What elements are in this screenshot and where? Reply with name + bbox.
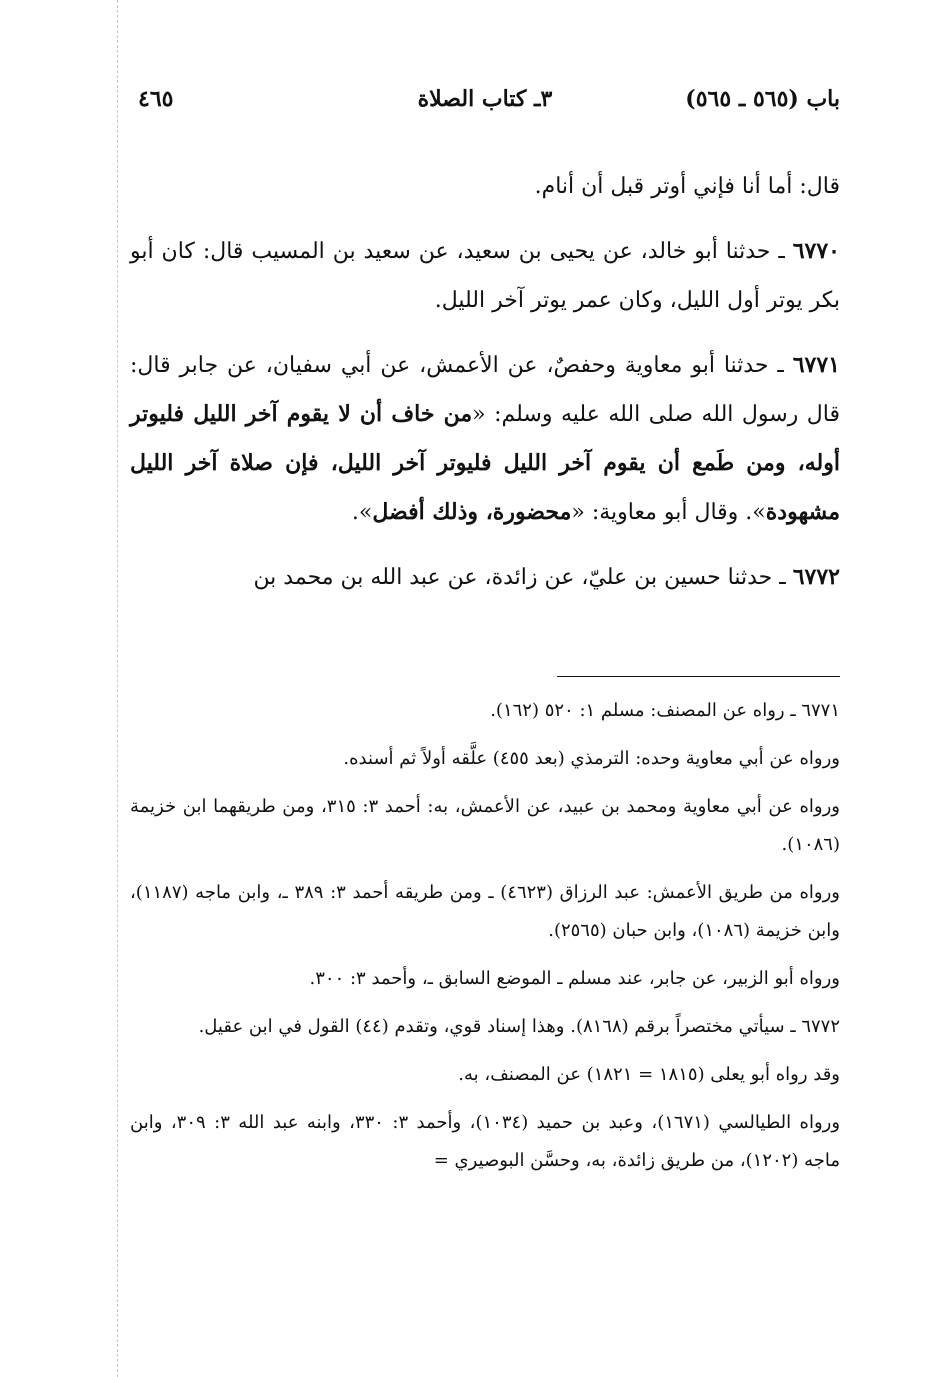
footnote: ورواه من طريق الأعمش: عبد الرزاق (٤٦٢٣) ـ ومن طريقه أحمد ٣: ٣٨٩ ـ، وابن ماجه (١١٨٧)، وابن خزيمة (١٠٨٦)، وابن حبان (٢٥٦٥). (130, 882, 840, 941)
variant-wording: محضورة، وذلك أفضل (372, 499, 572, 525)
book-title: ٣ـ كتاب الصلاة (417, 86, 553, 112)
footnotes (130, 692, 840, 1190)
hadith-6772 (130, 553, 840, 602)
hadith-text: ـ حدثنا أبو خالد، عن يحيى بن سعيد، عن سعيد بن المسيب قال: كان أبو بكر يوتر أول الليل، وكان عمر يوتر آخر الليل. (130, 239, 840, 313)
footnote: ٦٧٧١ ـ رواه عن المصنف: مسلم ١: ٥٢٠ (١٦٢). (490, 700, 840, 721)
main-text (130, 162, 840, 618)
hadith-number: ٦٧٧١ (792, 352, 840, 378)
hadith-6771 (130, 341, 840, 537)
hadith-text: ـ حدثنا أبو معاوية وحفصٌ، عن الأعمش، عن أبي سفيان، عن جابر قال: قال رسول الله صلى الله عليه وسلم: « (130, 353, 840, 427)
hadith-text: ـ حدثنا حسين بن عليّ، عن زائدة، عن عبد الله بن محمد بن (253, 565, 786, 590)
footnote: وقد رواه أبو يعلى (١٨١٥ = ١٨٢١) عن المصنف، به. (458, 1064, 840, 1085)
hadith-text: ». (351, 500, 373, 525)
footnote: ورواه عن أبي معاوية ومحمد بن عبيد، عن الأعمش، به: أحمد ٣: ٣١٥، ومن طريقهما ابن خزيمة (١٠٨٦). (130, 796, 840, 855)
hadith-text: ». وقال أبو معاوية: « (571, 500, 766, 525)
running-header (130, 86, 840, 122)
paragraph-continuation: قال: أما أنا فإني أوتر قبل أن أنام. (534, 174, 840, 199)
page-edge-line (117, 0, 118, 1377)
hadith-number: ٦٧٧٠ (792, 238, 840, 264)
footnote: ورواه عن أبي معاوية وحده: الترمذي (بعد ٤٥٥) علَّقه أولاً ثم أسنده. (343, 748, 840, 769)
footnote: ٦٧٧٢ ـ سيأتي مختصراً برقم (٨١٦٨). وهذا إسناد قوي، وتقدم (٤٤) القول في ابن عقيل. (198, 1016, 840, 1037)
hadith-6770 (130, 227, 840, 325)
footnote: ورواه أبو الزبير، عن جابر، عند مسلم ـ الموضع السابق ـ، وأحمد ٣: ٣٠٠. (309, 968, 840, 989)
prophetic-saying: من خاف أن لا يقوم آخر الليل فليوتر أوله، ومن طَمع أن يقوم آخر الليل فليوتر آخر الليل، فإن صلاة آخر الليل مشهودة (130, 401, 840, 525)
page-number: ٤٦٥ (138, 86, 174, 112)
footnote: ورواه الطيالسي (١٦٧١)، وعبد بن حميد (١٠٣٤)، وأحمد ٣: ٣٣٠، وابنه عبد الله ٣: ٣٠٩، وابن ماجه (١٢٠٢)، من طريق زائدة، به، وحسَّن البوصيري = (130, 1112, 841, 1171)
chapter-title: باب (٥٦٥ ـ ٥٦٥) (685, 86, 840, 112)
footnote-separator (557, 676, 840, 677)
hadith-number: ٦٧٧٢ (792, 564, 840, 590)
